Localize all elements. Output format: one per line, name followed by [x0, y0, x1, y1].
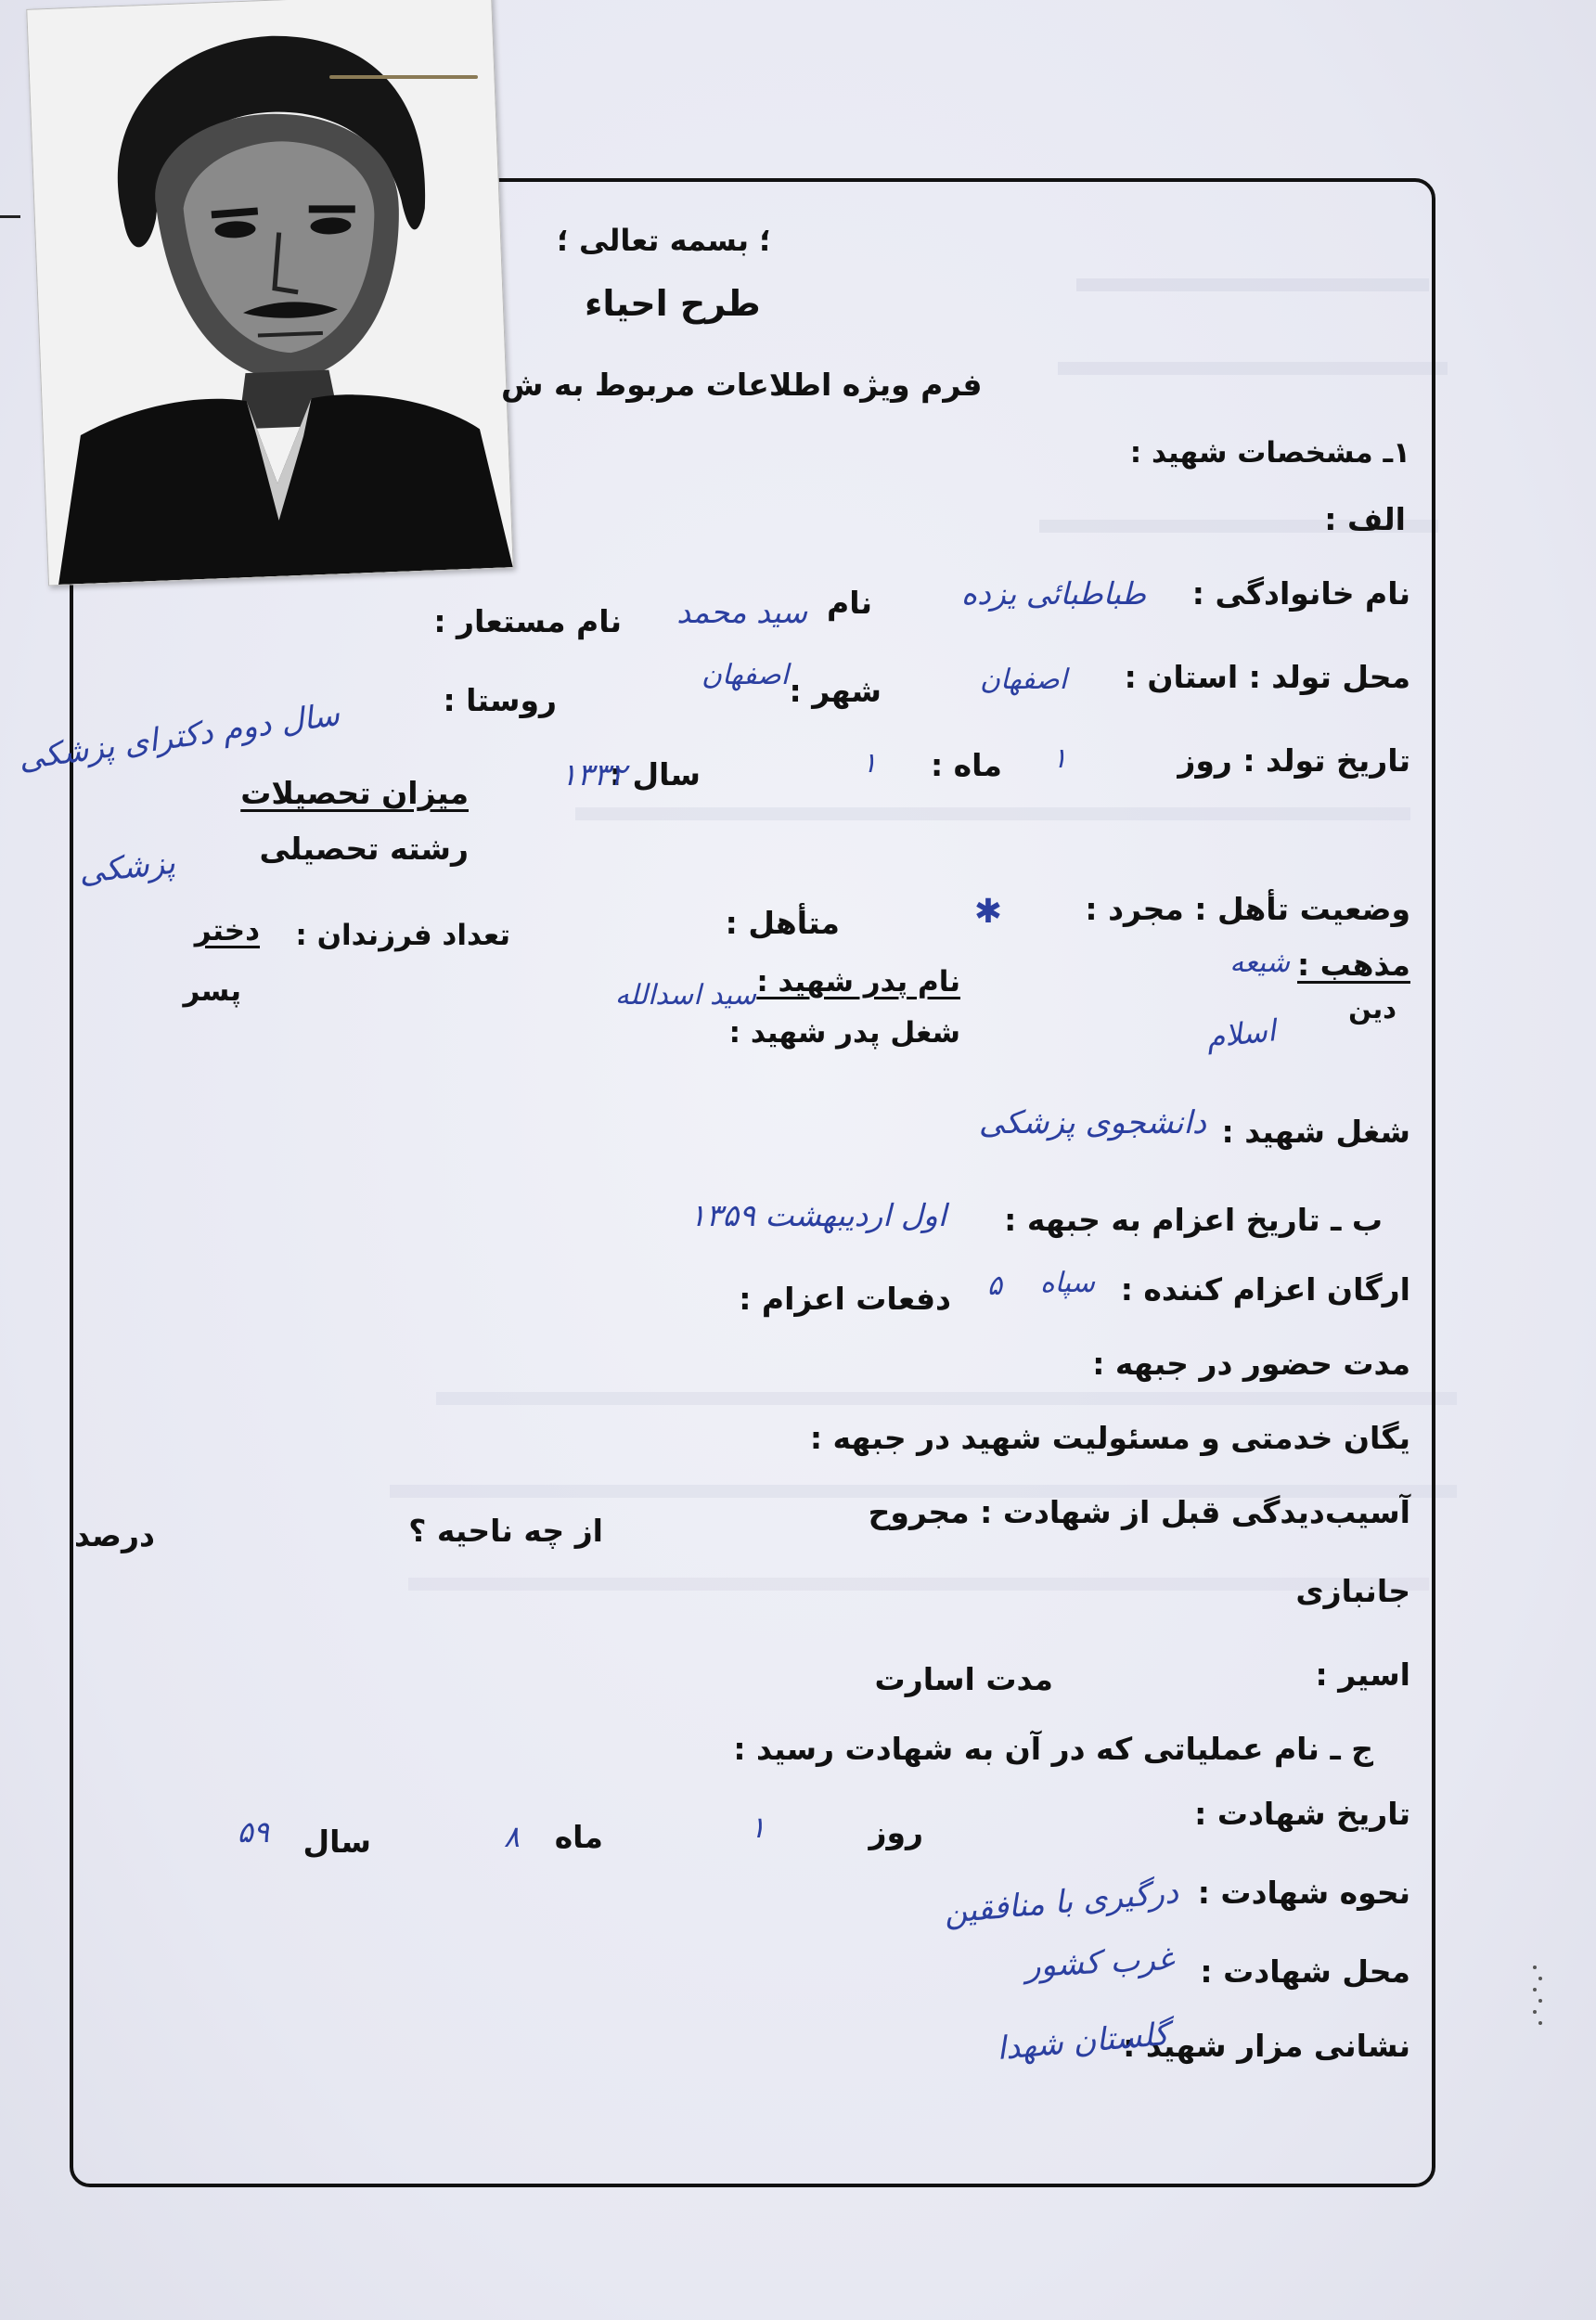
birth-month-value: ۱ — [861, 747, 877, 780]
city-label: شهر : — [789, 673, 882, 709]
operation-label: ج ـ نام عملیاتی که در آن به شهادت رسید : — [733, 1731, 1373, 1767]
field-value: پزشکی — [77, 844, 177, 892]
religion-value: اسلام — [1204, 1012, 1278, 1055]
single-mark: ✱ — [973, 893, 1002, 931]
manner-label: نحوه شهادت : — [1197, 1875, 1410, 1911]
dispatch-date-label: ب ـ تاریخ اعزام به جبهه : — [1004, 1202, 1383, 1238]
unit-label: یگان خدمتی و مسئولیت شهید در جبهه : — [809, 1420, 1410, 1456]
father-job-label: شغل پدر شهید : — [728, 1016, 960, 1050]
education-level-label: میزان تحصیلات — [240, 775, 469, 811]
occupation-value: دانشجوی پزشکی — [978, 1104, 1206, 1141]
place-value: غرب کشور — [1024, 1940, 1175, 1986]
martyrdom-year-value: ۵۹ — [237, 1814, 269, 1850]
dispatch-times-value: ۵ — [986, 1270, 1002, 1302]
family-name-value: طباطبائی یزده — [960, 575, 1146, 612]
city-value: اصفهان — [701, 659, 789, 691]
martyrdom-date-label: تاریخ شهادت : — [1194, 1796, 1410, 1832]
birth-day-value: ۱ — [1051, 742, 1067, 775]
portrait-photo — [26, 0, 514, 586]
grave-value: گلستان شهدا — [995, 2015, 1171, 2069]
region-label: از چه ناحیه ؟ — [408, 1513, 603, 1549]
duration-label: مدت حضور در جبهه : — [1092, 1346, 1410, 1382]
staple-icon — [329, 72, 478, 82]
birth-year-label: سال : — [609, 756, 701, 793]
province-value: اصفهان — [980, 664, 1067, 696]
martyrdom-day-label: روز — [869, 1814, 923, 1850]
occupation-label: شغل شهید : — [1221, 1114, 1410, 1150]
birth-month-label: ماه : — [931, 747, 1002, 783]
village-label: روستا : — [443, 682, 557, 718]
manner-value: درگیری با منافقین — [942, 1874, 1180, 1931]
portrait-image — [27, 0, 512, 585]
injury-label: آسیب‌دیدگی قبل از شهادت : مجروح — [868, 1494, 1410, 1530]
veteran-label: جانبازی — [1295, 1573, 1410, 1609]
name-label: نام — [827, 585, 872, 621]
father-name-value: سید اسدالله — [614, 979, 756, 1012]
daughters-label: دختر — [194, 914, 260, 947]
martyrdom-day-value: ۱ — [749, 1810, 766, 1845]
religion-label: دین — [1348, 993, 1396, 1025]
name-value: سید محمد — [676, 594, 807, 630]
field-label: رشته تحصیلی — [259, 831, 469, 867]
alias-label: نام مستعار : — [433, 603, 622, 639]
father-name-label: نام پدر شهید : — [756, 965, 960, 999]
basmala: ؛ بسمه تعالی ؛ — [557, 223, 771, 258]
married-label: متأهل : — [725, 905, 840, 941]
marital-label: وضعیت تأهل : مجرد : — [1085, 891, 1410, 927]
sect-value: شیعه — [1229, 947, 1290, 979]
percent-label: درصد — [74, 1517, 155, 1553]
sect-label: مذهب : — [1297, 947, 1410, 983]
captivity-label: مدت اسارت — [874, 1661, 1053, 1697]
edge-mark — [0, 215, 20, 218]
family-name-label: نام خانوادگی : — [1191, 575, 1410, 612]
children-label: تعداد فرزندان : — [295, 919, 510, 952]
grave-label: نشانی مزار شهید : — [1123, 2028, 1410, 2064]
project-title: طرح احیاء — [585, 283, 761, 324]
binding-holes — [1529, 1958, 1548, 2051]
margin-note: سال دوم دکترای پزشکی — [16, 696, 342, 779]
martyrdom-month-label: ماه — [554, 1819, 603, 1855]
birthdate-label: تاریخ تولد : روز — [1178, 742, 1410, 779]
org-value: سپاه — [1039, 1267, 1095, 1299]
section-heading: ۱ـ مشخصات شهید : — [1129, 436, 1410, 470]
dispatch-date-value: اول اردیبهشت ۱۳۵۹ — [689, 1197, 946, 1233]
org-label: ارگان اعزام کننده : — [1120, 1271, 1410, 1308]
form-subtitle: فرم ویژه اطلاعات مربوط به ش — [501, 367, 983, 403]
sons-label: پسر — [183, 974, 241, 1008]
martyrdom-month-value: ۸ — [503, 1819, 520, 1854]
dispatch-times-label: دفعات اعزام : — [739, 1281, 951, 1317]
birthplace-label: محل تولد : استان : — [1124, 659, 1410, 695]
captive-label: اسیر : — [1315, 1656, 1410, 1693]
martyrdom-year-label: سال — [302, 1824, 371, 1860]
part-a-label: الف : — [1324, 501, 1406, 537]
place-label: محل شهادت : — [1200, 1953, 1410, 1990]
birth-year-value: ۱۳۳۲ — [560, 756, 626, 793]
